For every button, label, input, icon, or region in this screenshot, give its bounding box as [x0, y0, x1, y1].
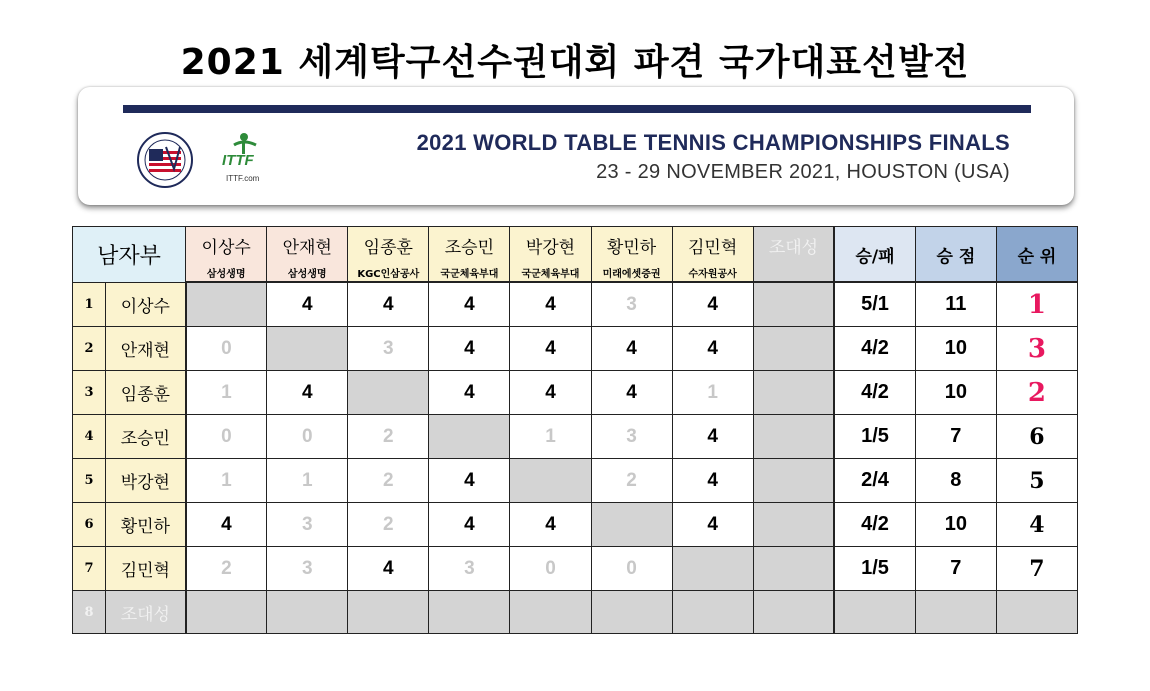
score-cell: [429, 591, 510, 634]
row-number: 3: [73, 371, 106, 415]
table-row: [73, 415, 1078, 459]
score-cell: [753, 547, 834, 591]
row-number: 5: [73, 459, 106, 503]
score-cell: [348, 591, 429, 634]
col-player-team: 국군체육부대: [429, 263, 510, 282]
score-cell: [591, 591, 672, 634]
col-player-name: 이상수: [186, 227, 267, 264]
score-cell: 3: [591, 282, 672, 327]
rank-cell: 2: [996, 371, 1077, 415]
record-cell: 1/5: [834, 415, 915, 459]
division-label: 남자부: [73, 227, 186, 283]
col-player-team: 수자원공사: [672, 263, 753, 282]
row-number: 6: [73, 503, 106, 547]
table-row: [73, 459, 1078, 503]
score-cell: 1: [186, 371, 267, 415]
score-cell: 4: [348, 547, 429, 591]
score-cell: 1: [510, 415, 591, 459]
score-cell: 4: [510, 327, 591, 371]
score-cell: 4: [672, 327, 753, 371]
score-cell: 2: [348, 459, 429, 503]
points-header: 승 점: [915, 227, 996, 283]
col-player-name: 황민하: [591, 227, 672, 264]
record-cell: 4/2: [834, 327, 915, 371]
score-cell: 4: [591, 327, 672, 371]
points-cell: 7: [915, 547, 996, 591]
row-player-name: 임종훈: [106, 371, 186, 415]
self-match-cell: [753, 591, 834, 634]
rank-cell: 5: [996, 459, 1077, 503]
row-number: 4: [73, 415, 106, 459]
col-player-team: 삼성생명: [267, 263, 348, 282]
table-body: [73, 282, 1078, 634]
score-cell: 4: [267, 371, 348, 415]
col-player-team: 국군체육부대: [510, 263, 591, 282]
rank-header: 순 위: [996, 227, 1077, 283]
row-player-name: 이상수: [106, 282, 186, 327]
col-player-name: 조대성: [753, 227, 834, 264]
col-player-team: KGC인삼공사: [348, 263, 429, 282]
score-cell: 3: [267, 547, 348, 591]
score-cell: 2: [348, 415, 429, 459]
score-cell: 4: [429, 282, 510, 327]
col-player-name: 조승민: [429, 227, 510, 264]
score-cell: 4: [186, 503, 267, 547]
score-cell: 0: [510, 547, 591, 591]
col-player-name: 김민혁: [672, 227, 753, 264]
self-match-cell: [348, 371, 429, 415]
row-player-name: 안재현: [106, 327, 186, 371]
col-player-team: 삼성생명: [186, 263, 267, 282]
col-player-team: 미래에셋증권: [591, 263, 672, 282]
self-match-cell: [186, 282, 267, 327]
score-cell: 0: [267, 415, 348, 459]
score-cell: 0: [591, 547, 672, 591]
ittf-logo-text: ITTF: [222, 152, 254, 169]
score-cell: 4: [348, 282, 429, 327]
self-match-cell: [672, 547, 753, 591]
score-cell: 4: [672, 282, 753, 327]
self-match-cell: [429, 415, 510, 459]
points-cell: 10: [915, 503, 996, 547]
score-cell: 4: [510, 503, 591, 547]
score-cell: 4: [429, 371, 510, 415]
score-cell: 4: [267, 282, 348, 327]
table-header: [73, 227, 1078, 283]
score-cell: 2: [186, 547, 267, 591]
record-header: 승/패: [834, 227, 915, 283]
col-player-name: 임종훈: [348, 227, 429, 264]
ittf-url-text: ITTF.com: [226, 174, 260, 183]
score-cell: 1: [186, 459, 267, 503]
event-banner: [78, 87, 1074, 205]
score-cell: [753, 503, 834, 547]
row-player-name: 김민혁: [106, 547, 186, 591]
rank-cell: 6: [996, 415, 1077, 459]
col-player-name: 안재현: [267, 227, 348, 264]
score-cell: [510, 591, 591, 634]
ittf-logo: [216, 127, 272, 189]
self-match-cell: [591, 503, 672, 547]
row-number: 7: [73, 547, 106, 591]
score-cell: 4: [672, 503, 753, 547]
results-table: [72, 226, 1078, 634]
score-cell: 4: [510, 371, 591, 415]
score-cell: [186, 591, 267, 634]
rank-cell: 1: [996, 282, 1077, 327]
banner-top-bar: [123, 105, 1031, 113]
score-cell: 0: [186, 415, 267, 459]
usatt-logo: [136, 131, 194, 189]
score-cell: [753, 459, 834, 503]
points-cell: 11: [915, 282, 996, 327]
row-player-name: 황민하: [106, 503, 186, 547]
row-number: 8: [73, 591, 106, 634]
row-player-name: 조대성: [106, 591, 186, 634]
record-cell: 4/2: [834, 371, 915, 415]
record-cell: 1/5: [834, 547, 915, 591]
score-cell: 1: [267, 459, 348, 503]
self-match-cell: [267, 327, 348, 371]
score-cell: [672, 591, 753, 634]
self-match-cell: [510, 459, 591, 503]
row-player-name: 박강현: [106, 459, 186, 503]
rank-cell: 7: [996, 547, 1077, 591]
points-cell: 10: [915, 327, 996, 371]
rank-cell: 3: [996, 327, 1077, 371]
score-cell: 4: [591, 371, 672, 415]
record-cell: 5/1: [834, 282, 915, 327]
score-cell: 1: [672, 371, 753, 415]
score-cell: 0: [186, 327, 267, 371]
rank-cell: [996, 591, 1077, 634]
score-cell: 2: [348, 503, 429, 547]
row-number: 1: [73, 282, 106, 327]
score-cell: 4: [672, 459, 753, 503]
table-row: [73, 371, 1078, 415]
score-cell: [753, 415, 834, 459]
record-cell: 2/4: [834, 459, 915, 503]
score-cell: 3: [267, 503, 348, 547]
score-cell: 4: [429, 503, 510, 547]
table-row: [73, 591, 1078, 634]
row-number: 2: [73, 327, 106, 371]
event-subtitle: 23 - 29 NOVEMBER 2021, HOUSTON (USA): [596, 161, 1010, 183]
col-player-name: 박강현: [510, 227, 591, 264]
score-cell: [753, 282, 834, 327]
score-cell: 2: [591, 459, 672, 503]
score-cell: 3: [429, 547, 510, 591]
score-cell: 3: [591, 415, 672, 459]
score-cell: 4: [429, 327, 510, 371]
points-cell: 8: [915, 459, 996, 503]
score-cell: [753, 371, 834, 415]
score-cell: 4: [672, 415, 753, 459]
table-row: [73, 327, 1078, 371]
rank-cell: 4: [996, 503, 1077, 547]
points-cell: 7: [915, 415, 996, 459]
points-cell: 10: [915, 371, 996, 415]
score-cell: 3: [348, 327, 429, 371]
table-row: [73, 282, 1078, 327]
table-row: [73, 547, 1078, 591]
table-row: [73, 503, 1078, 547]
page-title: 2021 세계탁구선수권대회 파견 국가대표선발전: [180, 42, 970, 83]
score-cell: 4: [510, 282, 591, 327]
points-cell: [915, 591, 996, 634]
record-cell: [834, 591, 915, 634]
score-cell: 4: [429, 459, 510, 503]
record-cell: 4/2: [834, 503, 915, 547]
score-cell: [753, 327, 834, 371]
score-cell: [267, 591, 348, 634]
col-player-team: [753, 263, 834, 282]
row-player-name: 조승민: [106, 415, 186, 459]
event-title: 2021 WORLD TABLE TENNIS CHAMPIONSHIPS FINALS: [416, 130, 1010, 155]
